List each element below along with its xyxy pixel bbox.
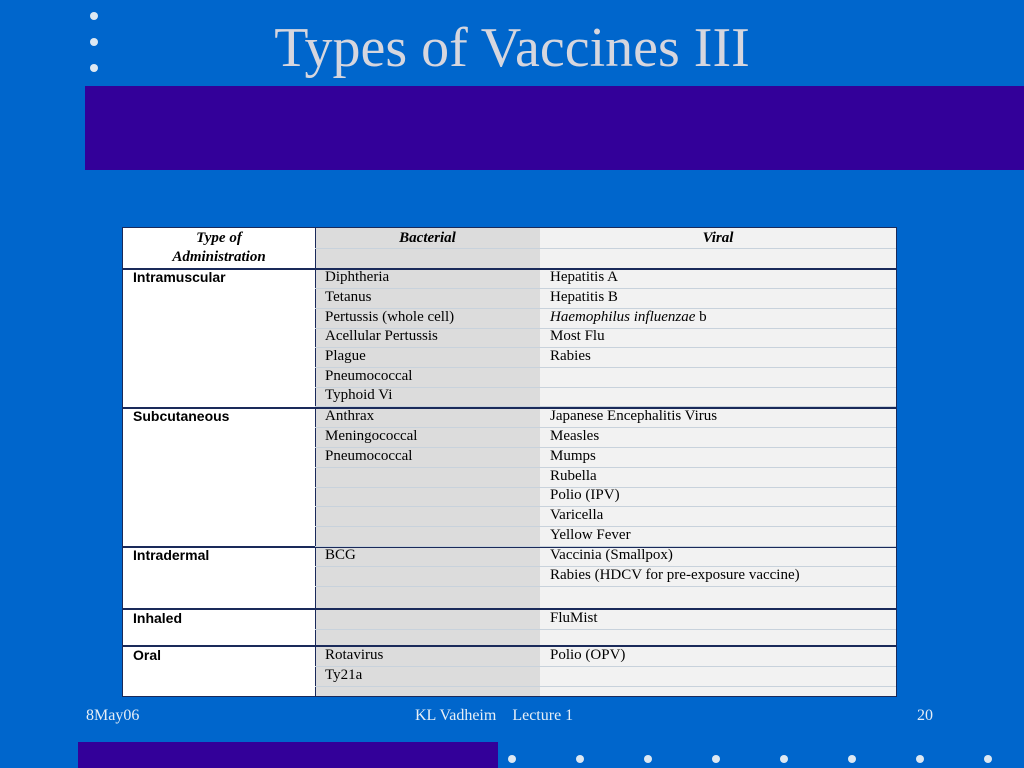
row-divider xyxy=(315,248,540,249)
viral-vaccine-cell: Yellow Fever xyxy=(550,527,631,543)
bacterial-vaccine-cell: Rotavirus xyxy=(325,647,384,663)
viral-vaccine-cell: Measles xyxy=(550,428,600,444)
admin-type-cell: Intramuscular xyxy=(133,269,226,285)
header-admin-line1: Type of xyxy=(196,230,242,246)
bullet-dot-icon xyxy=(644,755,652,763)
section-divider xyxy=(123,608,896,610)
row-divider xyxy=(315,487,540,488)
footer-center: KL Vadheim Lecture 1 xyxy=(415,707,574,724)
viral-vaccine-cell: Polio (IPV) xyxy=(550,487,620,503)
row-divider xyxy=(315,629,540,630)
footer-page-number: 20 xyxy=(917,707,933,724)
admin-type-cell: Subcutaneous xyxy=(133,408,230,424)
section-divider xyxy=(123,268,896,270)
admin-type-cell: Intradermal xyxy=(133,547,210,563)
row-divider xyxy=(540,248,896,249)
viral-vaccine-cell: Hepatitis B xyxy=(550,289,618,305)
row-divider xyxy=(540,387,896,388)
bacterial-vaccine-cell: Tetanus xyxy=(325,289,372,305)
row-divider xyxy=(315,686,540,687)
viral-vaccine-cell: Vaccinia (Smallpox) xyxy=(550,547,673,563)
admin-type-cell: Oral xyxy=(133,647,162,663)
viral-vaccine-cell: Rubella xyxy=(550,468,597,484)
bullet-dot-icon xyxy=(508,755,516,763)
row-divider xyxy=(540,367,896,368)
bullet-dot-icon xyxy=(712,755,720,763)
bacterial-vaccine-cell: Anthrax xyxy=(325,408,375,424)
viral-vaccine-cell: Japanese Encephalitis Virus xyxy=(550,408,718,424)
slide-title: Types of Vaccines III xyxy=(274,17,750,79)
vaccine-table xyxy=(122,227,897,697)
header-viral: Viral xyxy=(702,230,734,246)
bacterial-vaccine-cell: Acellular Pertussis xyxy=(325,328,438,344)
viral-vaccine-cell: Polio (OPV) xyxy=(550,647,626,663)
row-divider xyxy=(315,467,540,468)
bullet-dot-icon xyxy=(984,755,992,763)
title-band xyxy=(85,86,1024,170)
viral-italic-name: Haemophilus influenzae xyxy=(550,309,696,325)
bacterial-vaccine-cell: Pneumococcal xyxy=(325,368,413,384)
bottom-band xyxy=(78,742,498,768)
row-divider xyxy=(315,566,540,567)
bullet-dot-icon xyxy=(780,755,788,763)
viral-vaccine-cell: Hepatitis A xyxy=(550,269,618,285)
bacterial-vaccine-cell: Diphtheria xyxy=(325,269,390,285)
admin-type-cell: Inhaled xyxy=(133,610,183,626)
viral-vaccine-cell: Rabies (HDCV for pre-exposure vaccine) xyxy=(550,567,800,583)
section-divider xyxy=(123,645,896,647)
row-divider xyxy=(540,686,896,687)
row-divider xyxy=(315,526,540,527)
viral-vaccine-cell: Rabies xyxy=(550,348,591,364)
bacterial-vaccine-cell: Ty21a xyxy=(325,667,363,683)
viral-suffix: b xyxy=(695,309,707,325)
bacterial-vaccine-cell: Plague xyxy=(325,348,366,364)
viral-vaccine-cell: Varicella xyxy=(550,507,604,523)
row-divider xyxy=(540,666,896,667)
footer-date: 8May06 xyxy=(86,707,140,724)
viral-vaccine-cell: Most Flu xyxy=(550,328,605,344)
header-bacterial: Bacterial xyxy=(399,230,456,246)
bacterial-vaccine-cell: Typhoid Vi xyxy=(325,387,393,403)
bullet-dot-icon xyxy=(576,755,584,763)
bacterial-vaccine-cell: Meningococcal xyxy=(325,428,418,444)
viral-vaccine-cell: FluMist xyxy=(550,610,598,626)
row-divider xyxy=(315,506,540,507)
bullet-dot-icon xyxy=(916,755,924,763)
viral-vaccine-cell xyxy=(550,308,707,327)
row-divider xyxy=(540,586,896,587)
row-divider xyxy=(315,586,540,587)
bacterial-vaccine-cell: Pertussis (whole cell) xyxy=(325,309,455,325)
section-divider xyxy=(123,407,896,409)
row-divider xyxy=(540,347,896,348)
viral-vaccine-cell: Mumps xyxy=(550,448,596,464)
header-admin-line2: Administration xyxy=(172,249,266,265)
bacterial-vaccine-cell: BCG xyxy=(325,547,356,563)
row-divider xyxy=(540,629,896,630)
bacterial-vaccine-cell: Pneumococcal xyxy=(325,448,413,464)
bullet-dot-icon xyxy=(848,755,856,763)
